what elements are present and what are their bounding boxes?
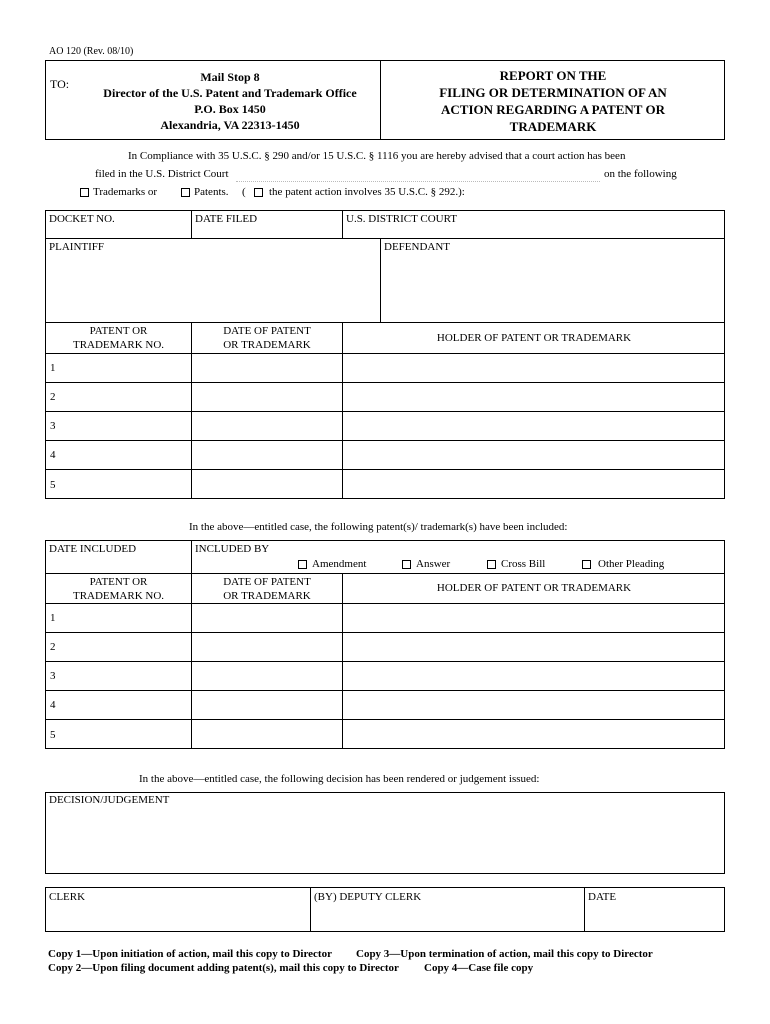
clerk-label: CLERK xyxy=(49,891,86,903)
table1-row-number: 5 xyxy=(50,479,56,491)
clerk-field[interactable] xyxy=(46,905,309,931)
patent-no-header-1a: PATENT OR xyxy=(89,325,148,337)
patent-292-label: the patent action involves 35 U.S.C. § 292.): xyxy=(269,186,465,198)
defendant-field[interactable] xyxy=(381,256,724,321)
decision-label: DECISION/JUDGEMENT xyxy=(49,794,170,806)
paren-open: ( xyxy=(242,186,246,198)
table1-row-number: 1 xyxy=(50,362,56,374)
compliance-text: In Compliance with 35 U.S.C. § 290 and/or 15 U.S.C. § 1116 you are hereby advised that a court action has been xyxy=(128,150,626,162)
po-box: P.O. Box 1450 xyxy=(194,102,266,116)
table2-row-number: 4 xyxy=(50,699,56,711)
district-court-suffix: on the following xyxy=(604,168,677,180)
plaintiff-field[interactable] xyxy=(46,256,379,321)
amendment-checkbox[interactable] xyxy=(298,560,307,569)
cross-bill-checkbox[interactable] xyxy=(487,560,496,569)
deputy-clerk-field[interactable] xyxy=(311,905,583,931)
table2-row-number: 5 xyxy=(50,729,56,741)
answer-checkbox[interactable] xyxy=(402,560,411,569)
amendment-label: Amendment xyxy=(312,558,367,570)
date-header-2b: OR TRADEMARK xyxy=(223,590,311,602)
holder-header-1: HOLDER OF PATENT OR TRADEMARK xyxy=(436,332,632,344)
included-table xyxy=(45,540,725,749)
footer-copy3: Copy 3—Upon termination of action, mail this copy to Director xyxy=(356,948,653,960)
included-intro: In the above—entitled case, the following patent(s)/ trademark(s) have been included: xyxy=(189,521,568,533)
defendant-label: DEFENDANT xyxy=(384,241,450,253)
district-court-prefix: filed in the U.S. District Court xyxy=(95,168,229,180)
answer-label: Answer xyxy=(416,558,451,570)
trademarks-checkbox[interactable] xyxy=(80,188,89,197)
date-filed-label: DATE FILED xyxy=(195,213,258,225)
date-included-label: DATE INCLUDED xyxy=(49,543,137,555)
district-court-field[interactable] xyxy=(236,181,600,182)
report-title-line1: REPORT ON THE xyxy=(499,68,607,83)
included-by-label: INCLUDED BY xyxy=(195,543,270,555)
table1-row-number: 2 xyxy=(50,391,56,403)
report-title-line3: ACTION REGARDING A PATENT OR xyxy=(441,102,665,117)
court-label: U.S. DISTRICT COURT xyxy=(346,213,457,225)
signature-date-field[interactable] xyxy=(585,905,724,931)
report-title-line2: FILING OR DETERMINATION OF AN xyxy=(439,85,667,100)
decision-intro: In the above—entitled case, the following decision has been rendered or judgement issued: xyxy=(139,773,540,785)
signature-date-label: DATE xyxy=(588,891,617,903)
form-id: AO 120 (Rev. 08/10) xyxy=(49,46,134,57)
other-pleading-checkbox[interactable] xyxy=(582,560,591,569)
table2-row-number: 2 xyxy=(50,641,56,653)
patent-no-header-2b: TRADEMARK NO. xyxy=(72,590,165,602)
date-header-2a: DATE OF PATENT xyxy=(223,576,311,588)
patent-292-checkbox[interactable] xyxy=(254,188,263,197)
date-header-1b: OR TRADEMARK xyxy=(223,339,311,351)
patents-checkbox[interactable] xyxy=(181,188,190,197)
director-line: Director of the U.S. Patent and Trademark Office xyxy=(103,86,357,100)
deputy-clerk-label: (BY) DEPUTY CLERK xyxy=(314,891,422,903)
holder-header-2: HOLDER OF PATENT OR TRADEMARK xyxy=(436,582,632,594)
to-label: TO: xyxy=(50,77,70,91)
court-field[interactable] xyxy=(343,226,724,238)
plaintiff-label: PLAINTIFF xyxy=(49,241,105,253)
patents-label: Patents. xyxy=(194,186,229,198)
footer-copy2: Copy 2—Upon filing document adding patent(s), mail this copy to Director xyxy=(48,962,399,974)
table1-row-number: 4 xyxy=(50,449,56,461)
docket-label: DOCKET NO. xyxy=(49,213,115,225)
patent-no-header-2a: PATENT OR xyxy=(89,576,148,588)
patent-no-header-1b: TRADEMARK NO. xyxy=(72,339,165,351)
mail-stop: Mail Stop 8 xyxy=(200,70,260,84)
table2-row-number: 3 xyxy=(50,670,56,682)
table2-row-number: 1 xyxy=(50,612,56,624)
trademarks-label: Trademarks or xyxy=(93,186,158,198)
cross-bill-label: Cross Bill xyxy=(501,558,546,570)
table1-row-number: 3 xyxy=(50,420,56,432)
footer-copy4: Copy 4—Case file copy xyxy=(424,962,534,974)
docket-field[interactable] xyxy=(46,226,190,238)
footer-copy1: Copy 1—Upon initiation of action, mail this copy to Director xyxy=(48,948,332,960)
date-filed-field[interactable] xyxy=(192,226,341,238)
city-line: Alexandria, VA 22313-1450 xyxy=(160,118,300,132)
date-header-1a: DATE OF PATENT xyxy=(223,325,311,337)
report-title-line4: TRADEMARK xyxy=(509,119,597,134)
other-pleading-label: Other Pleading xyxy=(598,558,665,570)
